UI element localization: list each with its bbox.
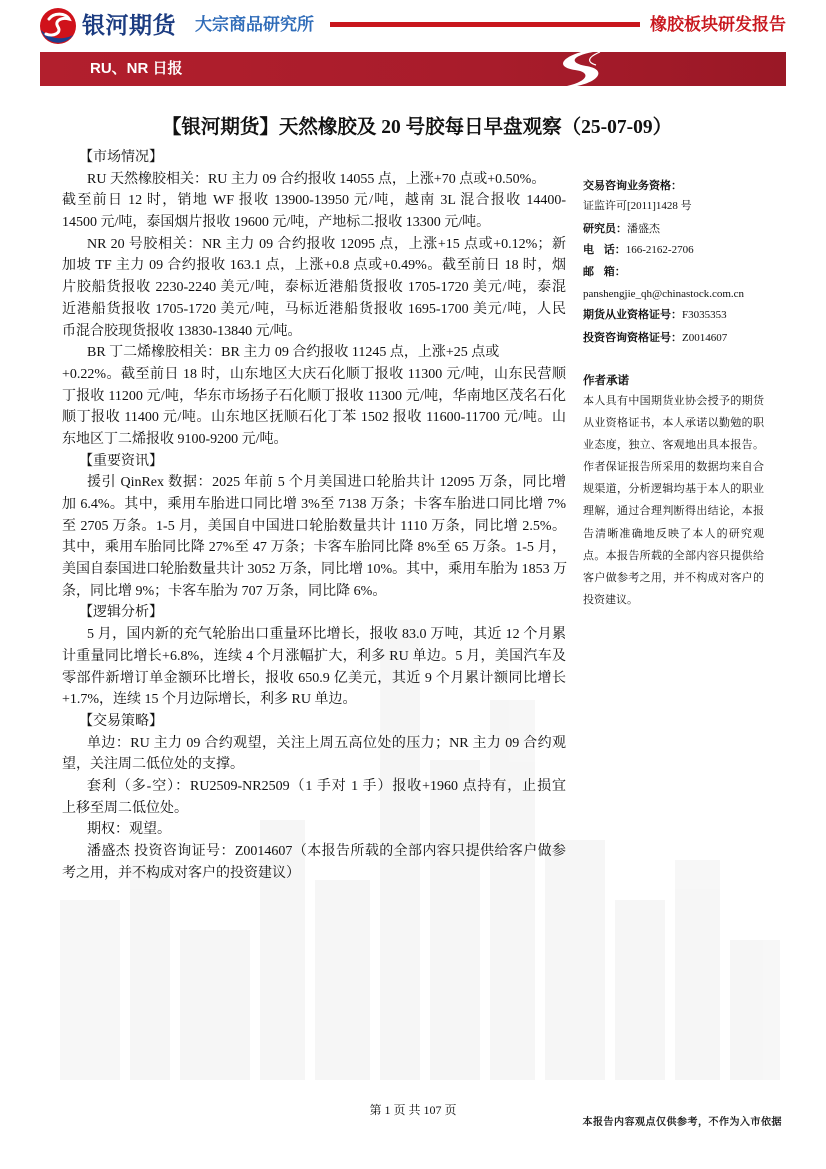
main-column [62, 147, 566, 884]
market-nr-line: 近港船货报收 1705-1720 美元/吨，马标近港船货报收 1695-1700 美元/吨，人民 [62, 301, 566, 317]
market-br-line: 顺丁报收 11400 元/吨。山东地区抚顺石化丁苯 1502 报收 11600-11700 元/吨。山 [62, 410, 566, 426]
commitment-line: 规渠道，分析逻辑均基于本人的职业 [583, 483, 764, 496]
phone-value: 166-2162-2706 [625, 244, 694, 256]
galaxy-logo-icon [38, 6, 78, 46]
futures-cert-value: F3035353 [682, 309, 727, 321]
commitment-line: 告清晰准确地反映了本人的研究观 [583, 527, 764, 540]
advisory-cert-value: Z0014607 [682, 332, 728, 344]
analyst-line: 考之用，并不构成对客户的投资建议） [62, 865, 300, 881]
news-line: 至 2705 万条。1-5 月，美国自中国进口轮胎数量共计 1110 万条，同比增 2.5%。 [62, 518, 566, 534]
section-heading-logic: 【逻辑分析】 [79, 605, 163, 621]
strategy-arbitrage-line: 上移至周二低位处。 [62, 800, 188, 816]
futures-cert-label: 期货从业资格证号： [583, 309, 682, 321]
news-line: 其中，乘用车胎同比降 27%至 47 万条；卡客车胎同比降 8%至 65 万条。1-5 月， [62, 540, 566, 556]
strategy-single-line: 单边：RU 主力 09 合约观望，关注上周五高位处的压力；NR 主力 09 合约观 [87, 735, 566, 751]
report-type: 橡胶板块研发报告 [650, 15, 786, 34]
logic-line: 5 月，国内新的充气轮胎出口重量环比增长，报收 83.0 万吨，其近 12 个月累 [87, 627, 566, 643]
commitment-line: 点。本报告所载的全部内容只提供给 [583, 549, 764, 562]
email-label-line [583, 265, 768, 279]
qualification-value: 证监许可[2011]1428 号 [583, 200, 692, 212]
commitment-line: 投资建议。 [583, 593, 638, 606]
section-heading-strategy: 【交易策略】 [79, 713, 163, 729]
futures-cert-line [583, 308, 768, 322]
section-heading-market: 【市场情况】 [79, 150, 163, 165]
researcher-label: 研究员： [583, 223, 627, 235]
logic-line: +1.7%，连续 15 个月边际增长，利多 RU 单边。 [62, 692, 357, 708]
commitment-line: 作者保证报告所采用的数据均来自合 [583, 461, 764, 474]
logo-text: 银河期货 [82, 12, 176, 38]
market-nr-line: 加坡 TF 主力 09 合约报收 163.1 点，上涨+0.8 点或+0.49%。截至前日 18 时，烟 [62, 258, 566, 274]
news-line: 加 6.4%。其中，乘用车胎进口同比增 3%至 7138 万条；卡客车胎进口同比增 7% [62, 497, 566, 512]
phone-label: 电 话： [583, 244, 626, 256]
logic-line: 零部件新增订单金额环比增长，报收 650.9 亿美元，其近 9 个月累计额同比增长 [62, 670, 566, 686]
researcher-line [583, 222, 768, 236]
market-ru-line: 14500 元/吨，泰国烟片报收 19600 元/吨，产地标二报收 13300 元/吨。 [62, 215, 491, 231]
header-rule [330, 22, 640, 27]
news-line: 美国自泰国进口轮胎数量共计 3052 万条，同比增 10%。其中，乘用车胎为 1853 万 [62, 562, 568, 578]
email-label: 邮 箱： [583, 266, 626, 278]
email-value: panshengjie_qh@chinastock.com.cn [583, 288, 745, 300]
phone-line [583, 243, 768, 257]
commitment-paragraph [583, 390, 764, 611]
commitment-line: 从业资格证书，本人承诺以勤勉的职 [583, 417, 764, 430]
section-heading-news: 【重要资讯】 [79, 453, 163, 469]
logic-line: 计重量同比增长+6.8%，连续 4 个月涨幅扩大，利多 RU 单边。5 月，美国汽车及 [62, 648, 566, 664]
news-line: 条，同比增 9%；卡客车胎为 707 万条，同比降 6%。 [62, 583, 387, 599]
banner [40, 52, 786, 86]
market-nr-line: NR 20 号胶相关：NR 主力 09 合约报收 12095 点，上涨+15 点或+0.12%；新 [87, 236, 566, 252]
analyst-line: 潘盛杰 投资咨询证号：Z0014607（本报告所载的全部内容只提供给客户做参 [87, 844, 566, 859]
strategy-single-line: 望，关注周二低位处的支撑。 [62, 757, 244, 773]
page-number: 第 1 页 共 107 页 [369, 1103, 457, 1117]
commitment-line: 理解，通过合理判断得出结论，本报 [583, 505, 764, 518]
market-ru-line: 截至前日 12 时，销地 WF 报收 13900-13950 元/吨，越南 3L 混合报收 14400- [62, 193, 566, 209]
market-br-line: +0.22%。截至前日 18 时，山东地区大庆石化顺丁报收 11300 元/吨，山东民营顺 [62, 366, 566, 382]
market-nr-line: 片胶船货报收 2230-2240 美元/吨，泰标近港船货报收 1705-1720 美元/吨，泰混 [62, 280, 566, 296]
market-ru-line: RU 天然橡胶相关：RU 主力 09 合约报收 14055 点，上涨+70 点或+0.50%。 [87, 171, 546, 187]
institute-name: 大宗商品研究所 [195, 15, 314, 34]
news-line: 援引 QinRex 数据：2025 年前 5 个月美国进口轮胎共计 12095 万条，同比增 [87, 475, 566, 491]
commitment-line: 本人具有中国期货业协会授予的期货 [583, 395, 764, 407]
market-br-line: 东地区丁二烯报收 9100-9200 元/吨。 [62, 431, 288, 447]
market-br-line: BR 丁二烯橡胶相关：BR 主力 09 合约报收 11245 点，上涨+25 点或 [87, 345, 500, 361]
market-br-line: 丁报收 11200 元/吨，华东市场扬子石化顺丁报收 11300 元/吨，华南地区茂名石化 [62, 388, 566, 404]
banner-title: RU、NR 日报 [90, 60, 183, 77]
commitment-line: 客户做参考之用，并不构成对客户的 [583, 571, 764, 584]
advisory-cert-line [583, 331, 768, 345]
commitment-line: 业态度，独立、客观地出具本报告。 [583, 439, 764, 452]
strategy-arbitrage-line: 套利（多-空）：RU2509-NR2509（1 手对 1 手）报收+1960 点持有，止损宜 [87, 778, 566, 794]
qualification-label: 交易咨询业务资格： [583, 180, 682, 192]
market-nr-line: 币混合胶现货报收 13830-13840 元/吨。 [62, 323, 302, 339]
researcher-name: 潘盛杰 [627, 223, 660, 235]
strategy-options-line: 期权：观望。 [87, 822, 171, 838]
commitment-title: 作者承诺 [583, 375, 629, 387]
page-title: 【银河期货】天然橡胶及 20 号胶每日早盘观察（25-07-09） [161, 117, 673, 138]
advisory-cert-label: 投资咨询资格证号： [583, 332, 682, 344]
footer-disclaimer: 本报告内容观点仅供参考，不作为入市依据 [582, 1117, 782, 1128]
